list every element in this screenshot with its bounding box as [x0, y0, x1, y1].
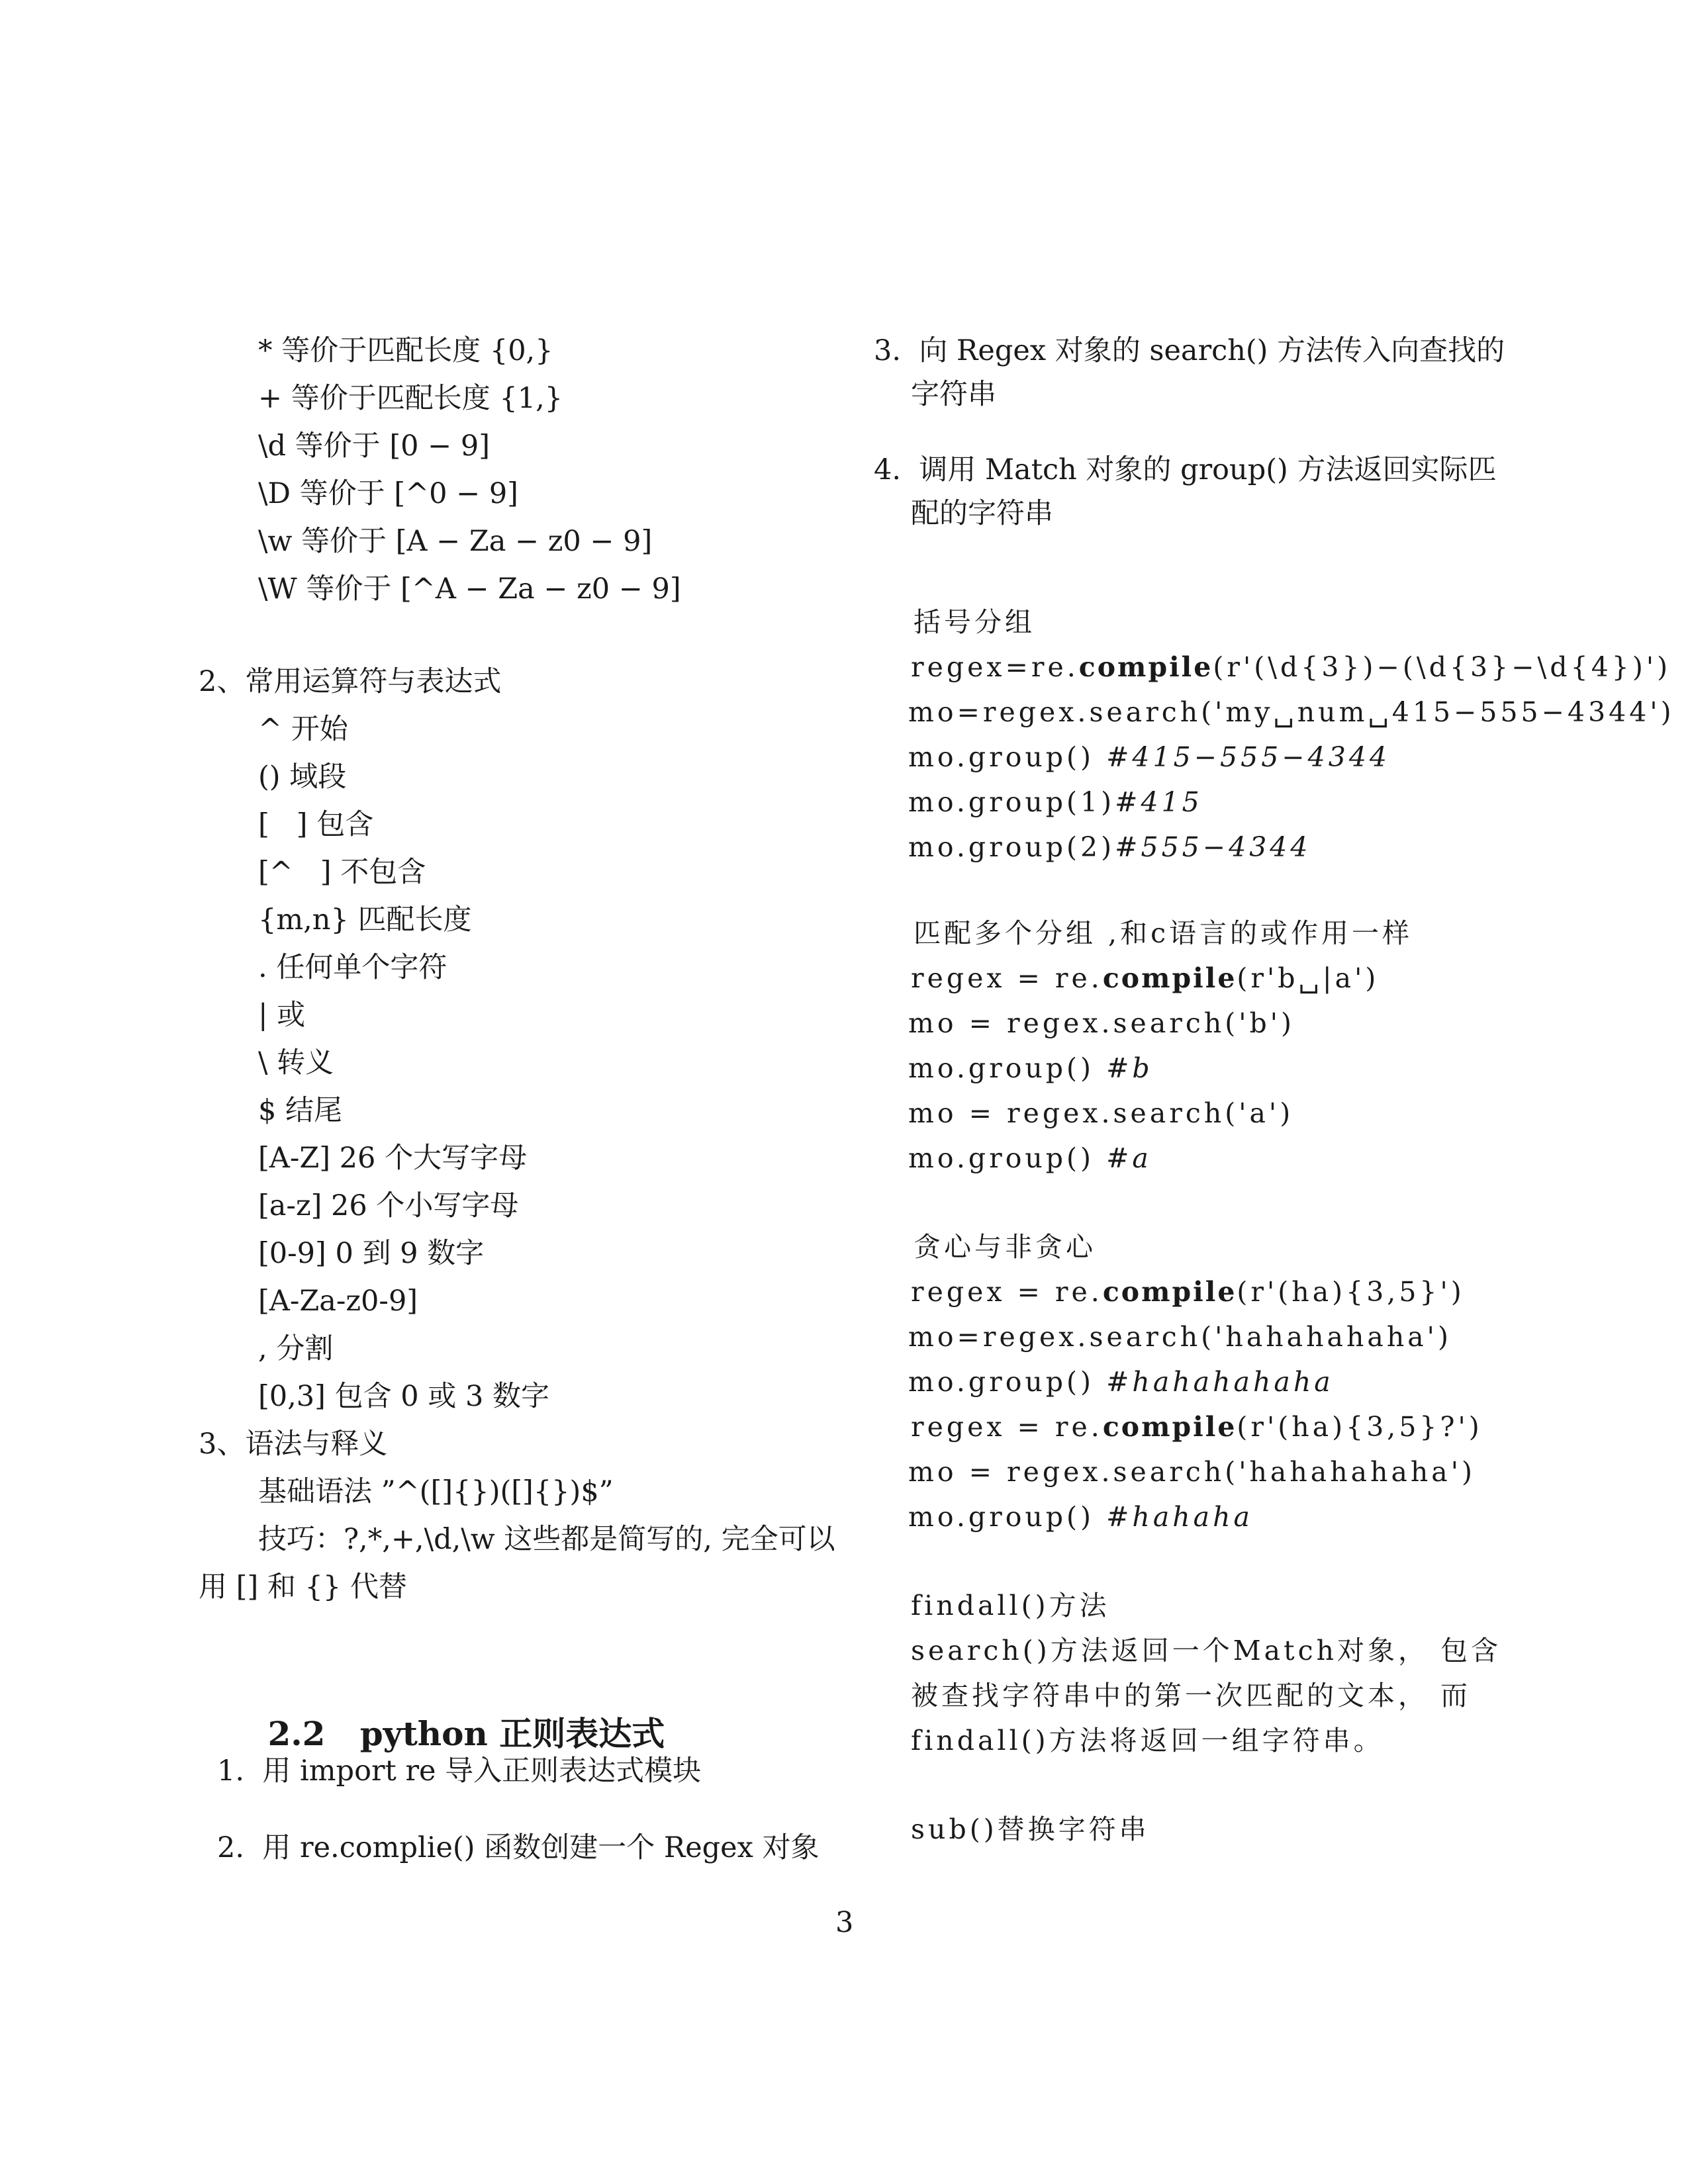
code-line: mo.group(1)#415 — [908, 786, 1203, 818]
operator-line: $ 结尾 — [258, 1094, 343, 1127]
code-comment: #555−4344 — [1115, 831, 1311, 863]
code-block-title: 贪心与非贪心 — [914, 1231, 1096, 1263]
tip-line: 技巧：?,*,+,\d,\w 这些都是简写的, 完全可以 — [258, 1523, 835, 1556]
basic-syntax-line: 基础语法 ”^([]{})([]{})$” — [258, 1475, 614, 1508]
operator-line: () 域段 — [258, 760, 347, 794]
operator-line: | 或 — [258, 999, 306, 1032]
code-line: mo.group() #hahaha — [908, 1501, 1253, 1533]
step-item: 4. 调用 Match 对象的 group() 方法返回实际匹 — [874, 453, 1497, 486]
code-line: regex = re.compile(r'(ha){3,5}') — [911, 1276, 1465, 1308]
operator-line: [ ] 包含 — [258, 808, 374, 841]
step-item: 1. 用 import re 导入正则表达式模块 — [217, 1754, 702, 1788]
section-2-heading: 2、常用运算符与表达式 — [199, 665, 502, 698]
code-line: mo.group() #415−555−4344 — [908, 741, 1390, 773]
operator-line: ^ 开始 — [258, 713, 348, 746]
operator-line: [A-Z] 26 个大写字母 — [258, 1142, 528, 1175]
equivalence-line: \W 等价于 [^A − Za − z0 − 9] — [258, 572, 681, 606]
code-comment: #hahahahaha — [1106, 1366, 1334, 1398]
page-number: 3 — [835, 1906, 854, 1939]
operator-line: . 任何单个字符 — [258, 951, 447, 984]
paragraph-line: findall()方法将返回一组字符串。 — [911, 1725, 1384, 1756]
code-line: mo.group() #b — [908, 1052, 1153, 1084]
operator-line: [a-z] 26 个小写字母 — [258, 1189, 519, 1222]
operator-line: [^ ] 不包含 — [258, 856, 426, 889]
code-keyword: compile — [1078, 651, 1213, 683]
code-keyword: compile — [1102, 1276, 1237, 1308]
subsection-number: 2.2 — [267, 1714, 326, 1753]
operator-line: , 分割 — [258, 1332, 334, 1365]
code-line: regex=re.compile(r'(\d{3})−(\d{3}−\d{4})') — [911, 651, 1671, 683]
code-line: mo = regex.search('a') — [908, 1097, 1294, 1129]
code-block-title: 括号分组 — [914, 606, 1035, 638]
code-line: mo.group() #a — [908, 1142, 1152, 1174]
code-line: mo=regex.search('hahahahaha') — [908, 1321, 1452, 1353]
code-comment: #b — [1106, 1052, 1153, 1084]
section-3-heading: 3、语法与释义 — [199, 1428, 388, 1461]
subsection-title: python 正则表达式 — [359, 1714, 665, 1753]
code-keyword: compile — [1102, 962, 1237, 994]
code-line: regex = re.compile(r'(ha){3,5}?') — [911, 1411, 1483, 1443]
code-line: mo = regex.search('b') — [908, 1007, 1295, 1039]
operator-line: {m,n} 匹配长度 — [258, 903, 472, 936]
equivalence-line: \w 等价于 [A − Za − z0 − 9] — [258, 525, 653, 558]
equivalence-line: \d 等价于 [0 − 9] — [258, 430, 490, 463]
code-keyword: compile — [1102, 1411, 1237, 1443]
code-line: mo.group(2)#555−4344 — [908, 831, 1311, 863]
code-line: mo = regex.search('hahahahaha') — [908, 1456, 1476, 1488]
equivalence-line: * 等价于匹配长度 {0,} — [258, 334, 553, 367]
paragraph-line: search()方法返回一个Match对象， 包含 — [911, 1635, 1502, 1666]
equivalence-line: \D 等价于 [^0 − 9] — [258, 477, 518, 510]
operator-line: [A-Za-z0-9] — [258, 1285, 418, 1318]
operator-line: [0,3] 包含 0 或 3 数字 — [258, 1380, 549, 1413]
paragraph-line: 被查找字符串中的第一次匹配的文本， 而 — [911, 1680, 1472, 1711]
code-comment: #415−555−4344 — [1106, 741, 1390, 773]
step-item: 3. 向 Regex 对象的 search() 方法传入向查找的 — [874, 334, 1505, 367]
equivalence-line: + 等价于匹配长度 {1,} — [258, 382, 563, 415]
code-block-title: sub()替换字符串 — [911, 1813, 1150, 1845]
tip-line: 用 [] 和 {} 代替 — [199, 1570, 407, 1604]
step-item: 2. 用 re.complie() 函数创建一个 Regex 对象 — [217, 1831, 820, 1864]
code-line: regex = re.compile(r'b␣|a') — [911, 962, 1380, 994]
code-comment: #a — [1106, 1142, 1152, 1174]
code-block-title: 匹配多个分组 ,和c语言的或作用一样 — [914, 917, 1413, 949]
operator-line: \ 转义 — [258, 1046, 334, 1079]
step-item-continued: 配的字符串 — [911, 497, 1053, 530]
step-item-continued: 字符串 — [911, 378, 996, 411]
code-line: mo.group() #hahahahaha — [908, 1366, 1334, 1398]
operator-line: [0-9] 0 到 9 数字 — [258, 1237, 485, 1270]
code-block-title: findall()方法 — [911, 1590, 1110, 1621]
code-comment: #415 — [1115, 786, 1203, 818]
code-line: mo=regex.search('my␣num␣415−555−4344') — [908, 696, 1675, 728]
code-comment: #hahaha — [1106, 1501, 1253, 1533]
